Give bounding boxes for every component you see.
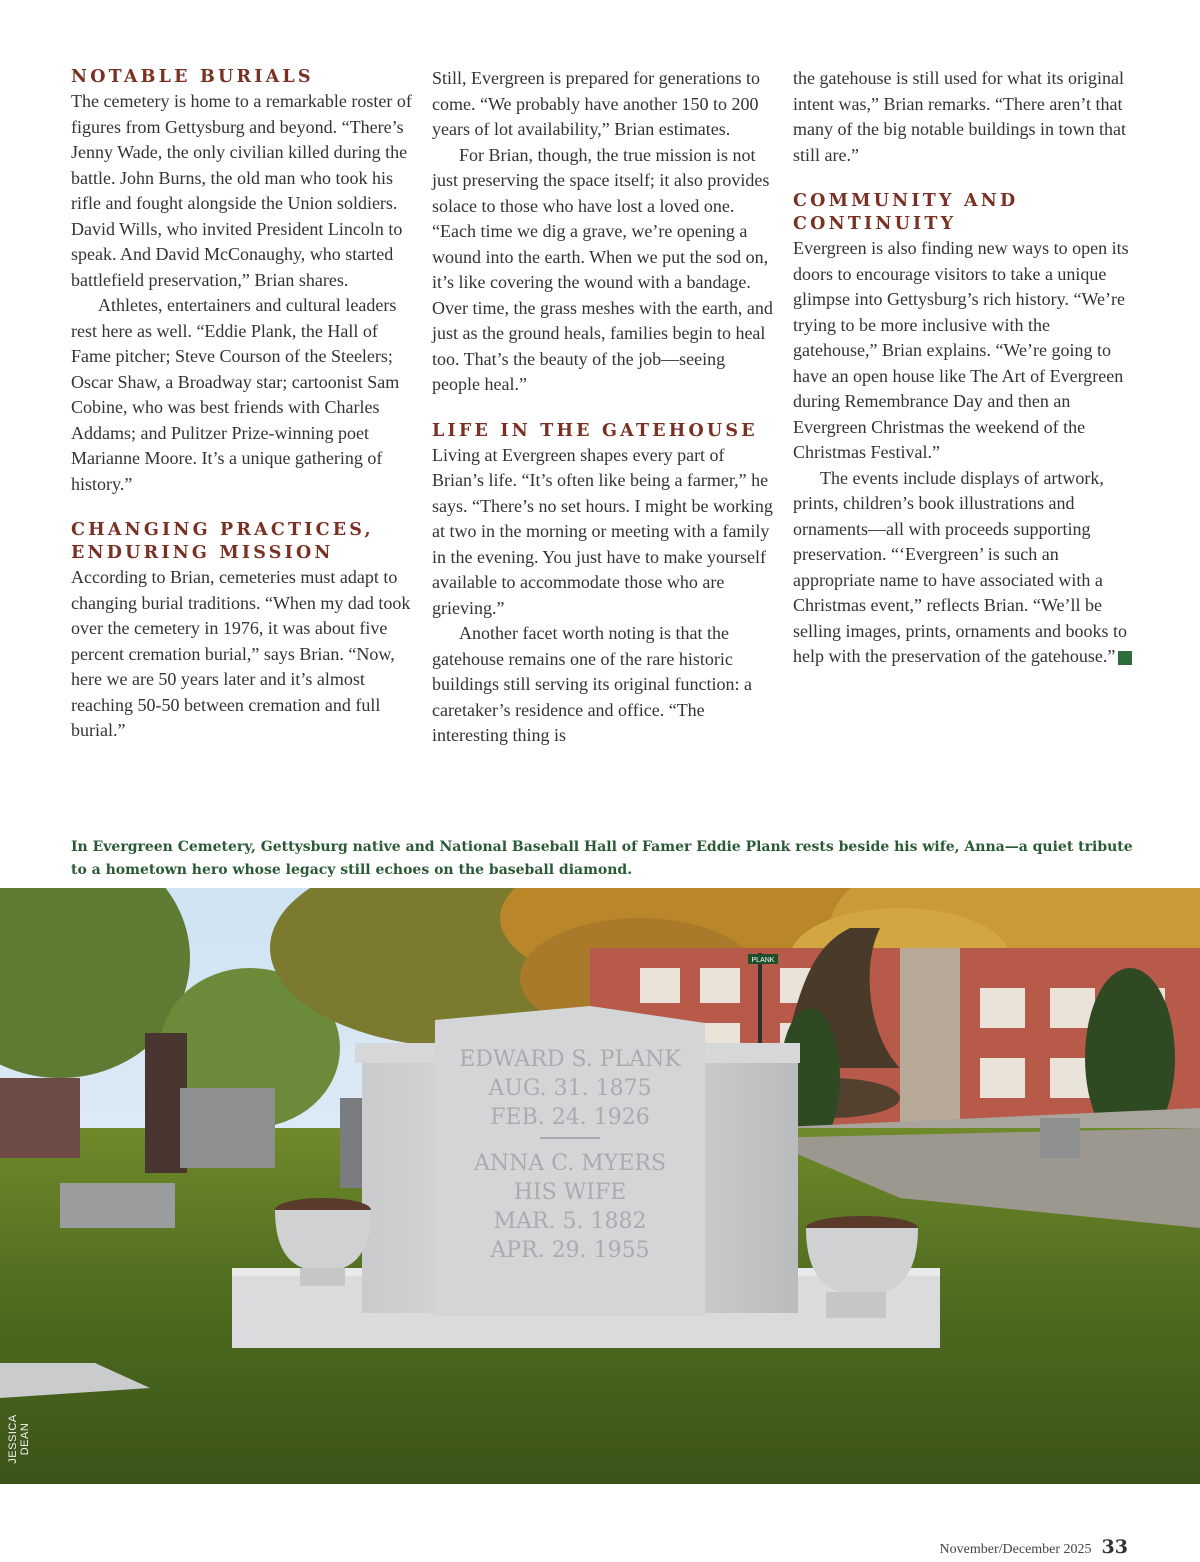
paragraph: The cemetery is home to a remarkable roster of figures from Gettysburg and beyond. “There’s Jenny Wade, the only civilian killed during the battle. John Burns, the old man who took his rifle and fought alongside the Union soldiers. David Wills, who invited President Lincoln to speak. And David McConaughy, who started battlefield preservation,” Brian shares. — [71, 91, 412, 290]
inscription-line: HIS WIFE — [513, 1180, 627, 1205]
page-footer — [940, 1536, 1128, 1562]
issue-date: November/December 2025 — [939, 1542, 1092, 1557]
paragraph: Still, Evergreen is prepared for generations to come. “We probably have another 150 to 200 years of lot availability,” Brian estimates. — [432, 68, 761, 139]
inscription-line: EDWARD S. PLANK — [459, 1047, 681, 1072]
paragraph: According to Brian, cemeteries must adapt to changing burial traditions. “When my dad took over the cemetery in 1976, it was about five percent cremation burial,” says Brian. “Now, here we are 50 years later and it’s almost reaching 50-50 between cremation and full burial.” — [71, 567, 411, 740]
inscription-line: MAR. 5. 1882 — [493, 1209, 647, 1234]
paragraph: the gatehouse is still used for what its original intent was,” Brian remarks. “There aren’t that many of the big notable buildings in town that still are.” — [793, 68, 1126, 165]
end-mark-icon: G — [1118, 651, 1132, 665]
photo-caption: In Evergreen Cemetery, Gettysburg native and National Baseball Hall of Famer Eddie Plank rests beside his wife, Anna—a quiet tribute to a hometown hero whose legacy still echoes on the baseball diamond. — [71, 839, 1133, 878]
page-number: 33 — [1101, 1536, 1128, 1558]
inscription-line: APR. 29. 1955 — [490, 1238, 650, 1263]
section-heading-life-in-the-gatehouse: LIFE IN THE GATEHOUSE — [432, 420, 758, 441]
gravestone-photo — [0, 888, 1200, 1484]
article-column-2 — [432, 66, 777, 749]
inscription-line: ANNA C. MYERS — [473, 1151, 667, 1176]
inscription-line: FEB. 24. 1926 — [490, 1105, 650, 1130]
street-sign-label: PLANK — [751, 957, 775, 964]
paragraph: Another facet worth noting is that the gatehouse remains one of the rare historic buildings still serving its original function: a caretaker’s residence and office. “The interesting thing is — [432, 623, 752, 745]
paragraph: Living at Evergreen shapes every part of Brian’s life. “It’s often like being a farmer,” he says. “There’s no set hours. I might be working at two in the morning or meeting with a family in the evening. You just have to make yourself available to accommodate those who are grieving.” — [432, 444, 773, 618]
photo-credit: JESSICA DEAN — [7, 1414, 31, 1464]
paragraph: Evergreen is also finding new ways to open its doors to encourage visitors to take a unique glimpse into Gettysburg’s rich history. “We’re trying to be more inclusive with the gatehouse,” Brian explains. “We’re going to have an open house like The Art of Evergreen during Remembrance Day and then an Evergreen Christmas the weekend of the Christmas Festival.” — [793, 238, 1129, 462]
section-heading-community-and-continuity: COMMUNITY AND CONTINUITY — [793, 191, 1019, 234]
paragraph: For Brian, though, the true mission is not just preserving the space itself; it also provides solace to those who have lost a loved one. “Each time we dig a grave, we’re opening a wound into the earth. When we put the sod on, it’s like covering the wound with a bandage. Over time, the grass meshes with the earth, and just as the ground heals, families begin to heal too. That’s the beauty of the job—seeing people heal.” — [432, 144, 773, 394]
article-column-1 — [71, 66, 416, 744]
section-heading-changing-practices: CHANGING PRACTICES, ENDURING MISSION — [71, 520, 374, 563]
paragraph-text: The events include displays of artwork, prints, children’s book illustrations and ornaments—all with proceeds supporting preservation. “‘Evergreen’ is such an appropriate name to have associated with a Christmas event,” reflects Brian. “We’ll be selling images, prints, ornaments and books to help with the preservation of the gatehouse.” — [793, 467, 1127, 666]
inscription-line: AUG. 31. 1875 — [488, 1076, 652, 1101]
section-heading-notable-burials: NOTABLE BURIALS — [71, 67, 314, 87]
paragraph: Athletes, entertainers and cultural leaders rest here as well. “Eddie Plank, the Hall of Fame pitcher; Steve Courson of the Steelers; Oscar Shaw, a Broadway star; cartoonist Sam Cobine, who was best friends with Charles Addams; and Pulitzer Prize-winning poet Marianne Moore. It’s a unique gathering of history.” — [71, 295, 400, 494]
article-column-3 — [793, 66, 1155, 670]
paragraph — [793, 466, 1155, 670]
